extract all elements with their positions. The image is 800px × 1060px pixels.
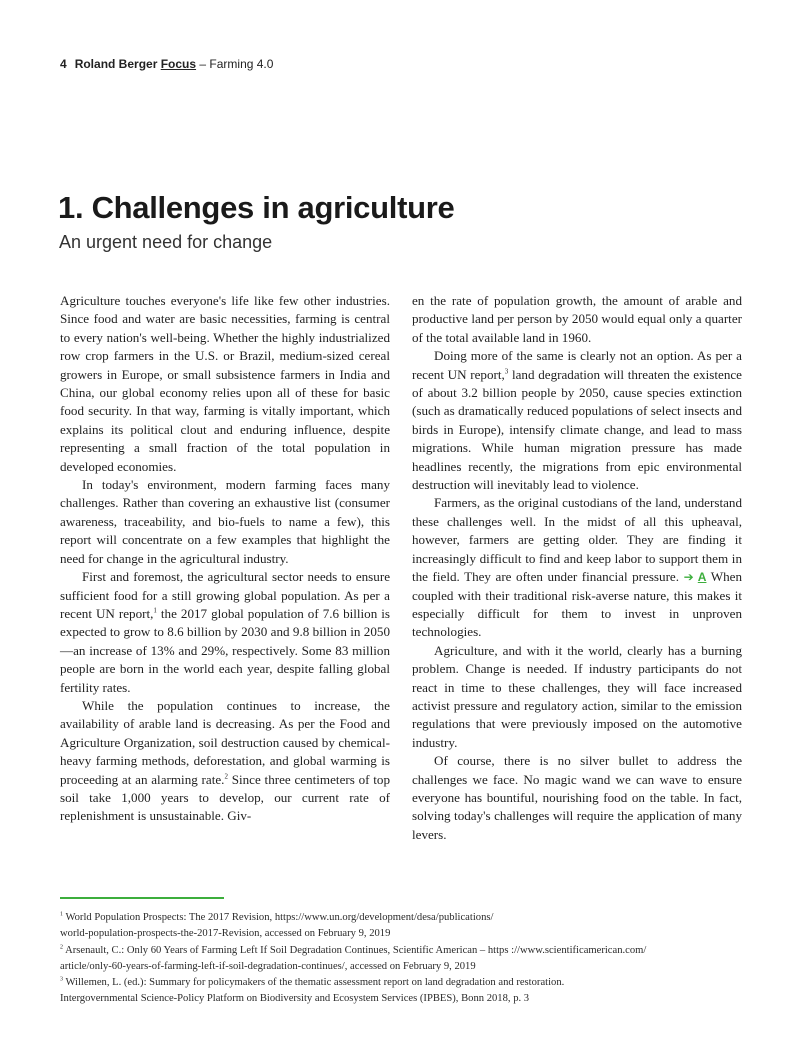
footnote-3: $^3$ Willemen, L. (ed.): Summary for policymakers of the thematic assessment report on land degradation and restoration. Intergovernmental Science-Policy Platform on Biodiversity and Ecosystem Services (IPBES), Bonn 2018, p. 3: [60, 976, 565, 1005]
focus-label: Focus: [160, 57, 197, 71]
page-subtitle: An urgent need for change: [59, 232, 273, 252]
footnote-1: $^1$ World Population Prospects: The 2017 Revision, https://www.un.org/development/desa/publications/ world-population-prospects-the-2017-Revision, accessed on February 9, 2019: [60, 911, 494, 940]
brand-name: Roland Berger: [74, 57, 158, 71]
page-title: 1. Challenges in agriculture: [58, 190, 455, 225]
arrow-right-icon: ➔: [683, 570, 694, 585]
series-label: – Farming 4.0: [196, 57, 274, 71]
paragraph: en the rate of population growth, the amount of arable and productive land per person by 2050 would equal only a quarter of the total available land in 1960.: [412, 293, 742, 345]
paragraph: Agriculture touches everyone's life like few other industries. Since food and water are basic necessities, farming is central to every nation's well-being. Whether the highly industrialized row crop farmers in the U.S. or Brazil, medium-sized cereal growers in Europe, or small subsistence farmers in India and China, our global economy relies upon all of these for basic food security. In that way, farming is vitally important, which explains its political clout and enduring influence, despite representing a small fraction of the total population in developed economies.: [60, 293, 390, 474]
paragraph: Agriculture, and with it the world, clearly has a burning problem. Change is needed. If industry participants do not react in time to these challenges, they will face increased activist pressure and regulatory action, similar to the emission regulations that were previously imposed on the automotive industry.: [412, 642, 742, 750]
page-number: 4: [60, 57, 67, 71]
footnotes: [60, 910, 760, 1008]
footnote-ref-3[interactable]: 3: [504, 367, 509, 376]
paragraph: In today's environment, modern farming faces many challenges. Rather than covering an exhaustive list (consumer awareness, traceability, and bio-fuels to name a few), this report will concentrate on a few examples that highlight the need for change in the agricultural industry.: [60, 477, 390, 566]
footnote-ref-1[interactable]: 1: [153, 606, 157, 615]
right-column: [412, 292, 742, 844]
footnote-divider: [60, 897, 224, 899]
running-header: [60, 57, 273, 71]
left-column: [60, 292, 390, 826]
paragraph: Doing more of the same is clearly not an option. As per a recent UN report,$^3$ land degradation will threaten the existence of about 3.2 billion people by 2050, cause species extinction (such as dramatically reduced populations of select insects and birds in Europe), intensify climate change, and lead to mass migrations. While human migration pressure has made headlines recently, the migrations from epic environmental destruction will inevitably lead to violence.: [412, 348, 742, 493]
footnote-2: $^2$ Arsenault, C.: Only 60 Years of Farming Left If Soil Degradation Continues, Scientific American – https ://www.scientificamerican.com/ article/only-60-years-of-farming-left-if-soil-degradation-continues/, accessed on February 9, 2019: [60, 944, 647, 972]
paragraph: While the population continues to increase, the availability of arable land is decreasing. As per the Food and Agriculture Organization, soil destruction caused by chemical-heavy farming methods, deforestation, and global warming is proceeding at an alarming rate.$^2$ Since three centimeters of top soil take 1,000 years to develop, our current rate of replenishment is unsustainable. Giv-: [60, 697, 390, 824]
exhibit-link[interactable]: ➔ A: [683, 570, 707, 585]
footnote-ref-2[interactable]: 2: [224, 772, 228, 781]
paragraph: First and foremost, the agricultural sector needs to ensure sufficient food for a still growing global population. As per a recent UN report,$^1$ the 2017 global population of 7.6 billion is expected to grow to 8.6 billion by 2030 and 9.8 billion in 2050—an increase of 13% and 29%, respectively. Some 83 million people are born in the world each year, despite falling global fertility rates.: [60, 569, 390, 695]
paragraph: Of course, there is no silver bullet to address the challenges we face. No magic wand we can wave to ensure everyone has bountiful, nourishing food on the table. In fact, solving today's challenges will require the application of many levers.: [412, 753, 742, 842]
paragraph: Farmers, as the original custodians of the land, understand these challenges well. In the midst of all this upheaval, however, farmers are getting older. They are finding it increasingly difficult to find and keep labor to support them in the field. They are often under financial pressure. ➔ A When coupled with their traditional risk-averse nature, this makes it especially difficult for them to invest in unproven technologies.: [412, 495, 743, 640]
